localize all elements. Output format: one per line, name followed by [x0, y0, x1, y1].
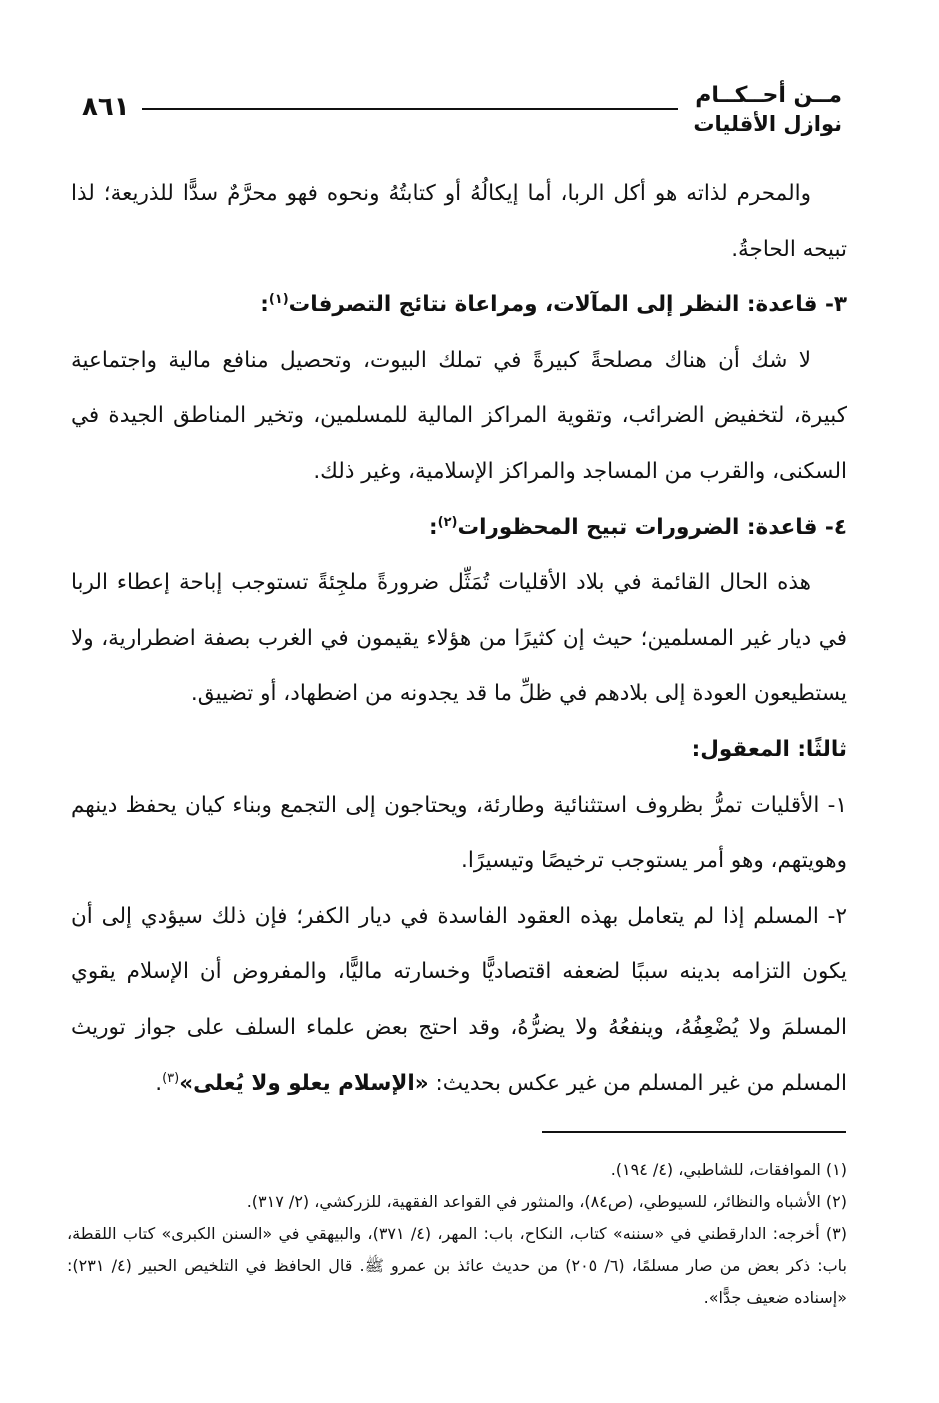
paragraph-5-text: ٢- المسلم إذا لم يتعامل بهذه العقود الفاسدة في ديار الكفر؛ فإن ذلك سيؤدي إلى أن يكون التزامه بدينه سببًا لضعفه اقتصاديًّا وخسارته ماليًّا، والمفروض أن الإسلام يقوي المسلمَ ولا يُضْعِفُهُ، وينفعُهُ ولا يضرُّهُ، وقد احتج بعض علماء السلف على جواز توريث المسلم من غير المسلم من غير عكس بحديث: [71, 903, 847, 1096]
paragraph-1: والمحرم لذاته هو أكل الربا، أما إيكالُهُ أو كتابتُهُ ونحوه فهو محرَّمٌ سدًّا للذريعة؛ لذا تبيحه الحاجةُ. [71, 181, 847, 262]
footnote-separator [542, 1131, 846, 1133]
page-header [82, 78, 842, 150]
footnote-1: (١) الموافقات، للشاطبي، (٤/ ١٩٤). [610, 1160, 847, 1179]
main-text [71, 166, 847, 1111]
heading-rule-3 [71, 277, 847, 333]
running-title-line1: مــن أحــكــام [695, 83, 842, 108]
page-number: ٨٦١ [82, 92, 130, 122]
heading-rule-4-colon: : [429, 514, 438, 540]
heading-rule-4-text: ٤- قاعدة: الضرورات تبيح المحظورات [457, 514, 847, 540]
footnote-ref-2[interactable]: (٢) [437, 514, 458, 530]
footnote-ref-3[interactable]: (٣) [162, 1070, 180, 1086]
header-rule [142, 108, 678, 110]
footnote-3: (٣) أخرجه: الدارقطني في «سننه» كتاب، النكاح، باب: المهر، (٤/ ٣٧١)، والبيهقي في «السنن الكبرى» كتاب اللقطة، باب: ذكر بعض من صار مسلمًا، (٦/ ٢٠٥) من حديث عائذ بن عمرو ﷺ. قال الحافظ في التلخيص الحبير (٤/ ٢٣١): «إسناده ضعيف جدًّا». [67, 1224, 848, 1307]
heading-rule-3-text: ٣- قاعدة: النظر إلى المآلات، ومراعاة نتائج التصرفات [288, 292, 847, 318]
paragraph-5-end: . [155, 1070, 163, 1096]
heading-rule-4 [71, 500, 847, 556]
footnote-2: (٢) الأشباه والنظائر، للسيوطي، (ص٨٤)، والمنثور في القواعد الفقهية، للزركشي، (٢/ ٣١٧). [246, 1192, 847, 1211]
heading-rule-3-colon: : [260, 292, 269, 318]
heading-reason: ثالثًا: المعقول: [691, 736, 847, 762]
footnotes [67, 1154, 847, 1314]
paragraph-2: لا شك أن هناك مصلحةً كبيرةً في تملك البيوت، وتحصيل منافع مالية واجتماعية كبيرة، لتخفيض الضرائب، وتقوية المراكز المالية للمسلمين، وتخير المناطق الجيدة في السكنى، والقرب من المساجد والمراكز الإسلامية، وغير ذلك. [71, 347, 847, 484]
running-title-line2: نوازل الأقليات [693, 112, 842, 136]
running-title [693, 82, 842, 138]
hadith-quote: «الإسلام يعلو ولا يُعلى» [179, 1070, 429, 1096]
paragraph-5 [71, 889, 847, 1111]
paragraph-3: هذه الحال القائمة في بلاد الأقليات تُمَثِّل ضرورةً ملجِئةً تستوجب إباحة إعطاء الربا في ديار غير المسلمين؛ حيث إن كثيرًا من هؤلاء يقيمون في الغرب بصفة اضطرارية، ولا يستطيعون العودة إلى بلادهم في ظلِّ ما قد يجدونه من اضطهاد، أو تضييق. [71, 570, 847, 707]
footnote-ref-1[interactable]: (١) [268, 292, 289, 308]
paragraph-4: ١- الأقليات تمرُّ بظروف استثنائية وطارئة، ويحتاجون إلى التجمع وبناء كيان يحفظ دينهم وهويتهم، وهو أمر يستوجب ترخيصًا وتيسيرًا. [71, 792, 847, 874]
